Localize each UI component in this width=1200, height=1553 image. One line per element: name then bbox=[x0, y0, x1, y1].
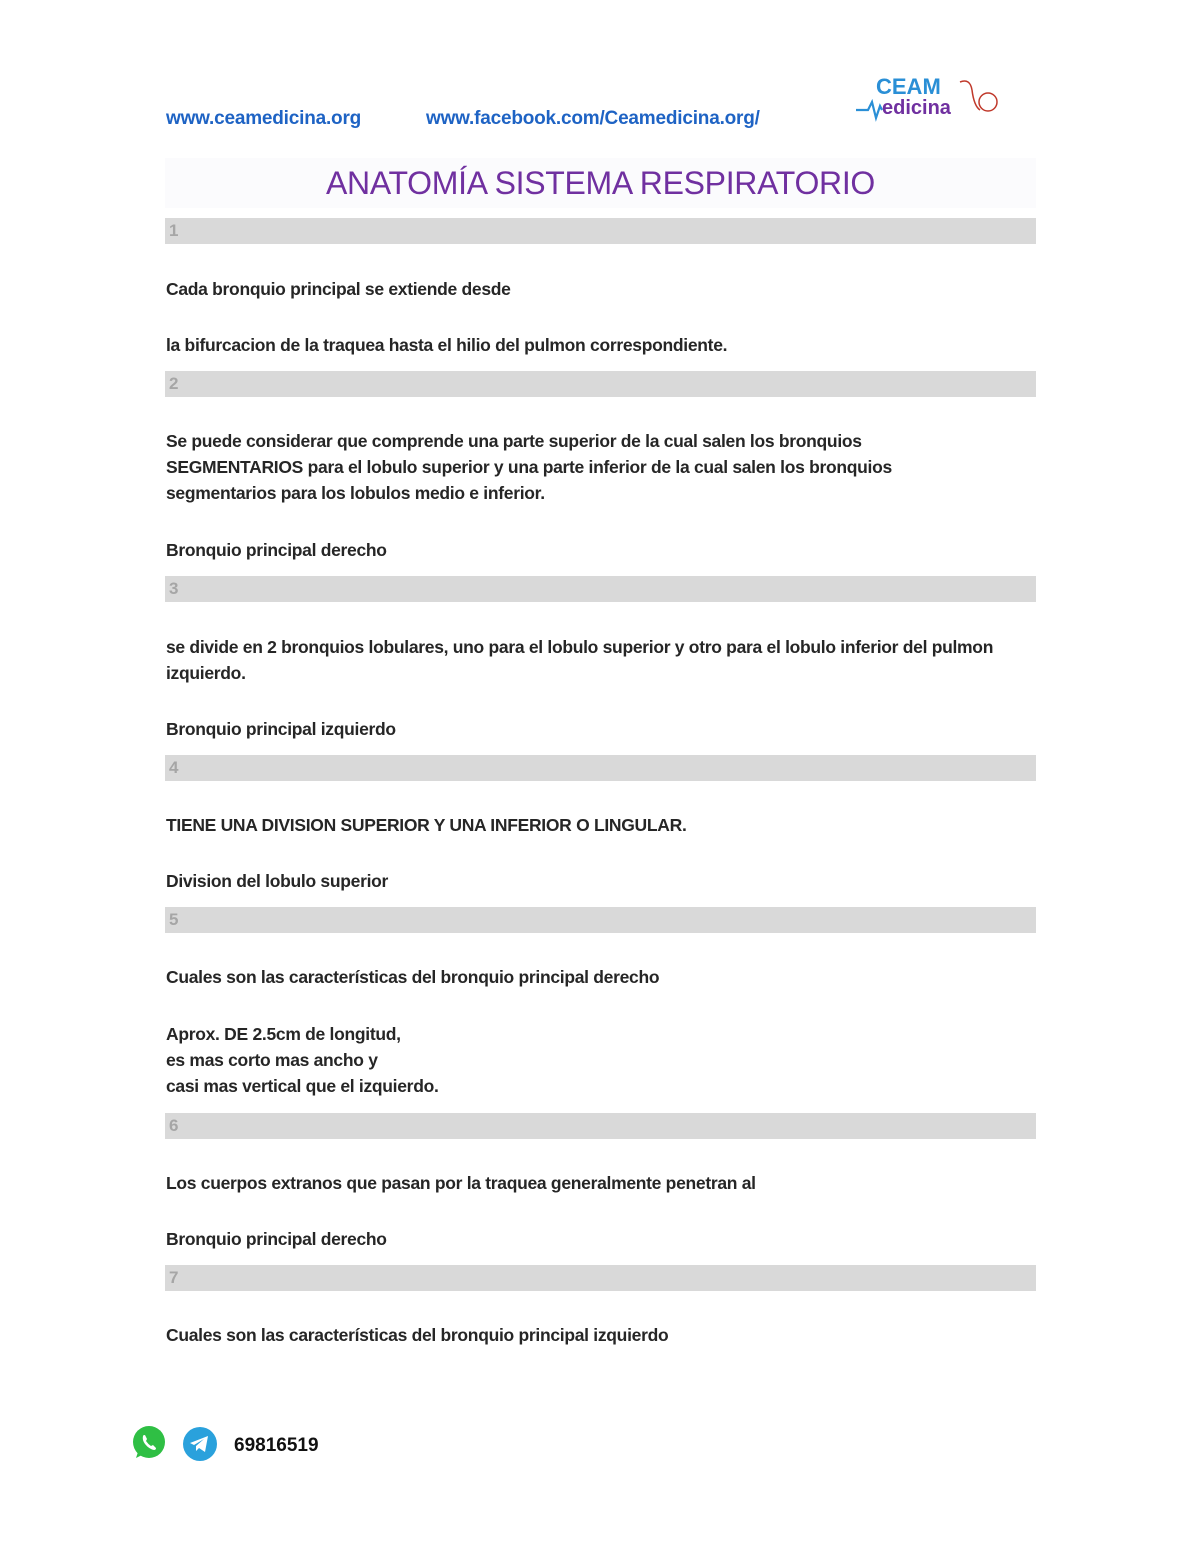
card-answer-line: Aprox. DE 2.5cm de longitud, bbox=[166, 1024, 401, 1044]
card-question: Los cuerpos extranos que pasan por la traquea generalmente penetran al bbox=[166, 1173, 756, 1193]
card-question: Cada bronquio principal se extiende desde bbox=[166, 279, 511, 299]
logo-bottom-text: edicina bbox=[882, 97, 951, 119]
card-number-bar: 3 bbox=[165, 576, 1036, 602]
card-question: se divide en 2 bronquios lobulares, uno para el lobulo superior y otro para el lobulo inferior del pulmon izquierdo. bbox=[166, 637, 994, 683]
card-answer: Division del lobulo superior bbox=[166, 871, 389, 891]
logo-top-text: CEAM bbox=[876, 74, 941, 99]
card-question: Cuales son las características del bronquio principal derecho bbox=[166, 967, 660, 987]
facebook-link[interactable]: www.facebook.com/Ceamedicina.org/ bbox=[426, 108, 760, 129]
telegram-icon[interactable] bbox=[182, 1426, 218, 1467]
card-answer: Bronquio principal derecho bbox=[166, 1229, 387, 1249]
card-number-bar: 5 bbox=[165, 907, 1036, 933]
card-question: Se puede considerar que comprende una parte superior de la cual salen los bronquios SEGMENTARIOS para el lobulo superior y una parte inferior de la cual salen los bronquios segmentarios para los lobulos medio e inferior. bbox=[166, 431, 892, 503]
card-number-bar: 4 bbox=[165, 755, 1036, 781]
card-answer: la bifurcacion de la traquea hasta el hilio del pulmon correspondiente. bbox=[166, 335, 728, 355]
whatsapp-icon[interactable] bbox=[130, 1424, 168, 1467]
card-number-bar: 1 bbox=[165, 218, 1036, 244]
card-answer: Bronquio principal derecho bbox=[166, 540, 387, 560]
ceam-medicina-logo bbox=[852, 72, 1002, 132]
card-question: TIENE UNA DIVISION SUPERIOR Y UNA INFERIOR O LINGULAR. bbox=[166, 815, 687, 835]
card-number-bar: 6 bbox=[165, 1113, 1036, 1139]
card-number-bar: 2 bbox=[165, 371, 1036, 397]
card-answer-line: casi mas vertical que el izquierdo. bbox=[166, 1076, 439, 1096]
phone-number: 69816519 bbox=[234, 1435, 319, 1456]
card-answer-line: es mas corto mas ancho y bbox=[166, 1050, 378, 1070]
page-title: ANATOMÍA SISTEMA RESPIRATORIO bbox=[325, 165, 876, 201]
card-question: Cuales son las características del bronquio principal izquierdo bbox=[166, 1325, 669, 1345]
card-answer: Bronquio principal izquierdo bbox=[166, 719, 396, 739]
card-number-bar: 7 bbox=[165, 1265, 1036, 1291]
title-band bbox=[165, 158, 1036, 208]
website-link[interactable]: www.ceamedicina.org bbox=[166, 108, 362, 129]
